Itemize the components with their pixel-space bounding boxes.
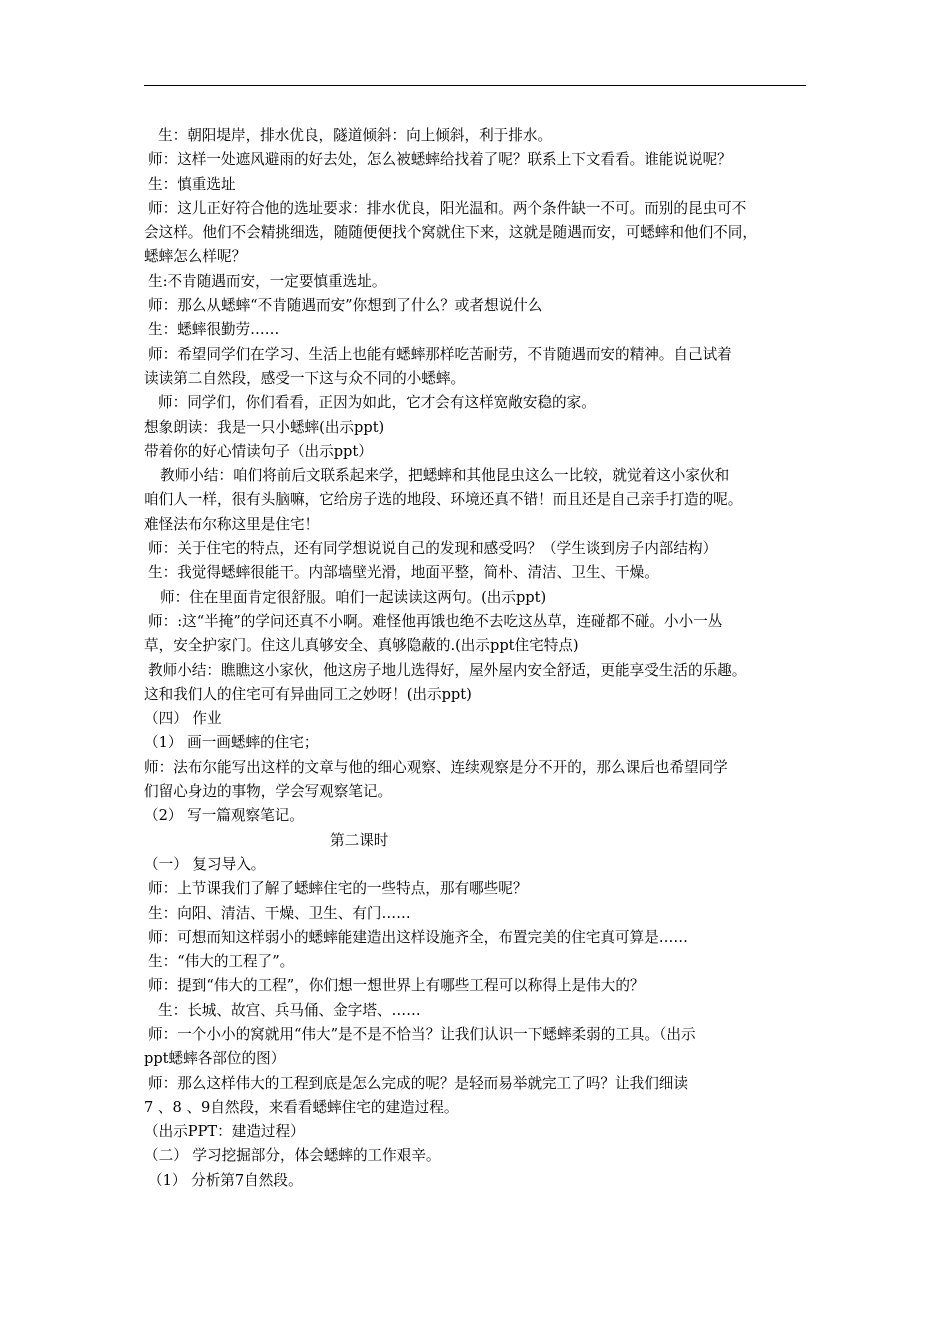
paragraph-line: 草，安全护家门。住这儿真够安全、真够隐蔽的.(出示ppt住宅特点) [144, 637, 579, 655]
paragraph-line: ppt蟋蟀各部位的图） [144, 1050, 286, 1068]
paragraph-line: 蟋蟀怎么样呢？ [144, 248, 247, 266]
lesson-title: 第二课时 [330, 831, 389, 849]
paragraph-line: 师：这样一处遮风避雨的好去处，怎么被蟋蟀给找着了呢？联系上下文看看。谁能说说呢？ [148, 151, 732, 169]
paragraph-line: 教师小结：瞧瞧这小家伙，他这房子地儿选得好，屋外屋内安全舒适，更能享受生活的乐趣。 [148, 661, 747, 679]
paragraph-line: 师：可想而知这样弱小的蟋蟀能建造出这样设施齐全，布置完美的住宅真可算是…… [148, 928, 688, 946]
paragraph-line: 生:不肯随遇而安，一定要慎重选址。 [148, 272, 387, 290]
paragraph-line: 师：这儿正好符合他的选址要求：排水优良，阳光温和。两个条件缺一不可。而别的昆虫可不 [148, 199, 747, 217]
paragraph-line: 生：蟋蟀很勤劳…… [148, 321, 280, 339]
paragraph-line: 们留心身边的事物，学会写观察笔记。 [144, 783, 393, 801]
paragraph-line: 师：住在里面肯定很舒服。咱们一起读读这两句。(出示ppt) [160, 588, 547, 606]
paragraph-line: 带着你的好心情读句子（出示ppt） [144, 442, 373, 460]
section-heading: （四） 作业 [144, 710, 222, 728]
paragraph-line: 生：长城、故宫、兵马俑、金字塔、…… [158, 1001, 421, 1019]
paragraph-line: 师：希望同学们在学习、生活上也能有蟋蟀那样吃苦耐劳，不肯随遇而安的精神。自己试着 [148, 345, 732, 363]
paragraph-line: 师：那么从蟋蟀“不肯随遇而安”你想到了什么？或者想说什么 [148, 297, 543, 315]
paragraph-line: 师：:这“半掩”的学问还真不小啊。难怪他再饿也绝不去吃这丛草，连碰都不碰。小小一丛 [148, 612, 723, 630]
paragraph-line: 难怪法布尔称这里是住宅！ [144, 515, 320, 533]
paragraph-line: 读读第二自然段，感受一下这与众不同的小蟋蟀。 [144, 369, 466, 387]
paragraph-line: 教师小结：咱们将前后文联系起来学，把蟋蟀和其他昆虫这么一比较，就觉着这小家伙和 [160, 467, 730, 485]
paragraph-line: 这和我们人的住宅可有异曲同工之妙呀！(出示ppt) [144, 685, 472, 703]
paragraph-line: 7 、8 、9自然段，来看看蟋蟀住宅的建造过程。 [144, 1098, 459, 1116]
paragraph-line: 师：那么这样伟大的工程到底是怎么完成的呢？是轻而易举就完工了吗？让我们细读 [148, 1074, 688, 1092]
section-heading: （二） 学习挖掘部分，体会蟋蟀的工作艰辛。 [144, 1147, 441, 1165]
paragraph-line: 师：一个小小的窝就用“伟大”是不是不恰当？让我们认识一下蟋蟀柔弱的工具。（出示 [148, 1025, 696, 1043]
section-heading: （一） 复习导入。 [144, 855, 266, 873]
paragraph-line: 生：我觉得蟋蟀很能干。内部墙壁光滑，地面平整，简朴、清洁、卫生、干燥。 [148, 564, 659, 582]
paragraph-line: 想象朗读：我是一只小蟋蟀(出示ppt) [144, 418, 385, 436]
paragraph-line: 会这样。他们不会精挑细选，随随便便找个窝就住下来，这就是随遇而安，可蟋蟀和他们不同， [144, 224, 757, 242]
paragraph-line: （出示PPT：建造过程） [144, 1123, 305, 1141]
paragraph-line: 师：上节课我们了解了蟋蟀住宅的一些特点，那有哪些呢？ [148, 880, 528, 898]
paragraph-line: 师：同学们，你们看看，正因为如此，它才会有这样宽敞安稳的家。 [158, 394, 596, 412]
paragraph-line: 生：“伟大的工程了”。 [148, 953, 295, 971]
paragraph-line: 生：向阳、清洁、干燥、卫生、有门…… [148, 904, 411, 922]
paragraph-line: 师：法布尔能写出这样的文章与他的细心观察、连续观察是分不开的，那么课后也希望同学 [144, 758, 728, 776]
paragraph-line: 生：朝阳堤岸，排水优良，隧道倾斜：向上倾斜，利于排水。 [158, 127, 553, 144]
header-rule [144, 85, 806, 86]
paragraph-line: （1） 画一画蟋蟀的住宅； [144, 734, 319, 752]
paragraph-line: 生：慎重选址 [148, 175, 236, 193]
paragraph-line: 师：关于住宅的特点，还有同学想说说自己的发现和感受吗？（学生谈到房子内部结构） [148, 540, 718, 558]
paragraph-line: （2） 写一篇观察笔记。 [144, 807, 304, 825]
paragraph-line: 师：提到“伟大的工程”，你们想一想世界上有哪些工程可以称得上是伟大的？ [148, 977, 645, 995]
paragraph-line: （1） 分析第7自然段。 [148, 1171, 303, 1189]
paragraph-line: 咱们人一样，很有头脑嘛，它给房子选的地段、环境还真不错！而且还是自己亲手打造的呢。 [144, 491, 743, 509]
document-body [144, 124, 808, 1193]
